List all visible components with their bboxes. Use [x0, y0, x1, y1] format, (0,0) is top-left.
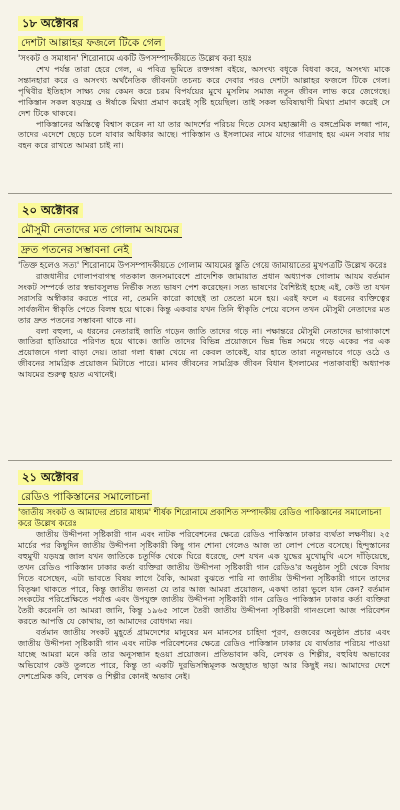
section-headline-line-2: দ্রুত পতনের সম্ভাবনা নেই	[18, 243, 132, 258]
section-date: ২০ অক্টোবর	[18, 203, 83, 218]
section-date: ২১ অক্টোবর	[18, 470, 83, 485]
section-date: ১৮ অক্টোবর	[18, 16, 83, 31]
section-oct-20	[18, 199, 390, 380]
section-headline: রেডিও পাকিস্তানের সমালোচনা	[18, 490, 152, 505]
paragraph: শেখ পর্যন্ত তারা হেরে গেল, এ পবিত্র ভূমিতে রক্তগঙ্গা বইয়ে, অসংখ্য বধূকে বিধবা করে, অসংখ্য মাকে সন্তানহারা করে ও অসংখ্য অর্থনৈতিক জীবনটা তচনচ করে দেবার পরও দেশটা আল্লাহর ফজলে টিকে গেল। পৃথিবীর ইতিহাস সাক্ষ্য দেয় কেমন করে চরম বিপর্যয়ের মুখে মুসলিম সমাজ নতুন জীবন লাভ করে জেগেছে। পাকিস্তান সকল ষড়যন্ত্র ও ঈর্ষাকে মিথ্যা প্রমাণ করেই সৃষ্টি হয়েছিল। তাই সকল ভবিষ্যদ্বাণী মিথ্যা প্রমাণ করেই সে দেশ টিকে থাকবে।	[18, 64, 390, 118]
section-oct-18	[18, 12, 390, 151]
paragraph: রাজধানীর গোলাপবাগস্থ গতকাল জনসমাবেশে প্রাদেশিক জামায়াত প্রধান অধ্যাপক গোলাম আযম বর্তমান সংকট সম্পর্কে তার স্বভাবসুলভ নির্ভীক সত্য ভাষণ পেশ করেছেন। সত্য ভাষণের বৈশিষ্ট্যই হচ্ছে এই, কেউ তা যখন সরাসরি অস্বীকার করতে পারে না, তেমনি কারো কাছেই তা তেতো মনে হয়। এরই ফলে এ ধরনের ব্যক্তিত্বের সার্বজনীন স্বীকৃতি পেতে বিলম্ব হয়ে থাকে। কিন্তু একবার যখন তিনি স্বীকৃতি পেয়ে বসেন তখন মৌসুমী নেতাদের মত তার দ্রুত পতনের সম্ভাবনা থাকে না।	[18, 271, 390, 325]
paragraph: বলা বহুল্য, এ ধরনের নেতারাই জাতি গড়েন জাতি তাদের গড়ে না। পক্ষান্তরে মৌসুমী নেতাদের ভাগ্যাকাশে জাতিরা হাতিয়ারে পরিণত হয়ে থাকে। জাতি তাদের বিভিন্ন প্রয়োজনে ভিন্ন ভিন্ন সময়ে গড়ে একের পর এক প্রয়োজনে গলা বাড়া দেয়। তারা গলা ধাক্কা খেয়ে না কেবল তাকেই, যার হাতে তারা নতুনভাবে গড়ে ওঠে ও জীবনের সামগ্রিক প্রয়োজন মিটাতে পারে। মানব জীবনের সামগ্রিক জীবন বিধান ইসলামের পতাকাবাহী অধ্যাপক আযমের শুরুত্ব হয়ত এখানেই।	[18, 325, 390, 380]
paragraph: বর্তমান জাতীয় সংকট মুহূর্তে গ্রামদেশের মানুষের মন মানসের চাহিদা পূরণ, গুজবের অনুষ্ঠান প্রচার এবং জাতীয় উদ্দীপনা সৃষ্টিকারী গান এবং নাটক পরিবেশনের ক্ষেত্রে রেডিও পাকিস্তান ঢাকার যে ব্যর্থতার পরিচয় পাওয়া যাচ্ছে আমরা মনে করি তার অনুসন্ধান হওয়া প্রয়োজন। প্রতিভাবান কবি, লেখক ও শিল্পীর, বহুবিধ অভাবের অভিযোগ কেউ তুলতে পারে, কিন্তু তা একটি দুরভিসন্ধিমূলক অজুহাত ছাড়া আর কিছুই নয়। আমাদের দেশে দেশপ্রেমিক কবি, লেখক ও শিল্পীর কোনই অভাব নেই।	[18, 627, 390, 681]
section-headline: দেশটা আল্লাহর ফজলে টিকে গেল	[18, 36, 165, 51]
section-intro: 'সংকট ও সমাধান' শিরোনামে একটি উপসম্পাদকীয়তে উল্লেখ করা হয়ঃ	[18, 53, 252, 63]
divider	[8, 193, 392, 194]
section-headline-line-1: মৌসুমী নেতাদের মত গোলাম আযমের	[18, 223, 182, 238]
section-oct-21	[18, 466, 390, 682]
paragraph: পাকিস্তানের অস্তিত্বে বিশ্বাস করেন না যা তার আদর্শের পরিচয় দিতে যেসব মহাজ্ঞানী ও বঙ্গপ্রেমিক লজ্জা পান, তাদের এদেশে ছেড়ে চলে যাবার অধিকার আছে। পাকিস্তান ও ইসলামের নামে যাদের গাত্রদাহ হয় এমন সবার দায় বহন করে রাখতে আমরা চাই না।	[18, 118, 390, 151]
divider	[8, 460, 392, 461]
paragraph: জাতীয় উদ্দীপনা সৃষ্টিকারী গান এবং নাটক পরিবেশনের ক্ষেত্রে রেডিও পাকিস্তান ঢাকার ব্যর্থতা লক্ষণীয়। ২৫ মার্চের পর কিছুদিন জাতীয় উদ্দীপনা সৃষ্টিকারী কিছু গান শোনা গেলেও আজ তা লোপ পেতে বসেছে। হিন্দুস্তানের বহুমুখী যড়যন্ত্র জাল যখন জাতিকে চতুর্দিক থেকে ঘিরে ধরেছে, দেশ যখন এক যুদ্ধের মুখোমুখি এসে দাঁড়িয়েছে, তখন রেডিও পাকিস্তান ঢাকার কর্তা ব্যক্তিরা জাতীয় উদ্দীপনা সৃষ্টিকারী গান রেডিও'র অনুষ্ঠান সূচী থেকে বিদায় দিতে বসেছেন, এটা ভাবতে বিষয় লাগে বৈকি, আমরা বুঝতে পারি না জাতীয় উদ্দীপনা সৃষ্টিকারী গানে তাদের বিতৃষ্ণা থাকতে পারে, কিন্তু জাতীয় জনতা যে তার আজ আমরা প্রয়োজন, একথা তারা ভুলে যান কেন? বর্তমান সংকটের পরিপ্রেক্ষিতে পর্যাপ্ত এবং উপযুক্ত জাতীয় উদ্দীপনা সৃষ্টিকারী গান রেডিও পাকিস্তান ঢাকার কর্তা ব্যক্তিরা তৈরী করেননি তা আমরা জানি, কিন্তু ১৯৬৫ সালে তৈরী জাতীয় উদ্দীপনা সৃষ্টিকারী গানগুলো আজ পরিবেশন করতে আপত্তি যে কোথায়, তা আমাদের বোধগম্য নয়।	[18, 529, 390, 627]
section-intro: 'তিক্ত হলেও সত্য' শিরোনামে উপসম্পাদকীয়তে গোলাম আযমের স্তুতি গেয়ে জামায়াতের মুখপত্রটি উল্লেখ করেঃ	[18, 260, 388, 270]
section-intro: 'জাতীয় সংকট ও আমাদের প্রচার মাধ্যম' শীর্ষক শিরোনামে প্রকাশিত সম্পাদকীয় রেডিও পাকিস্তানের সমালোচনা করে উল্লেখ করেঃ	[18, 507, 390, 529]
